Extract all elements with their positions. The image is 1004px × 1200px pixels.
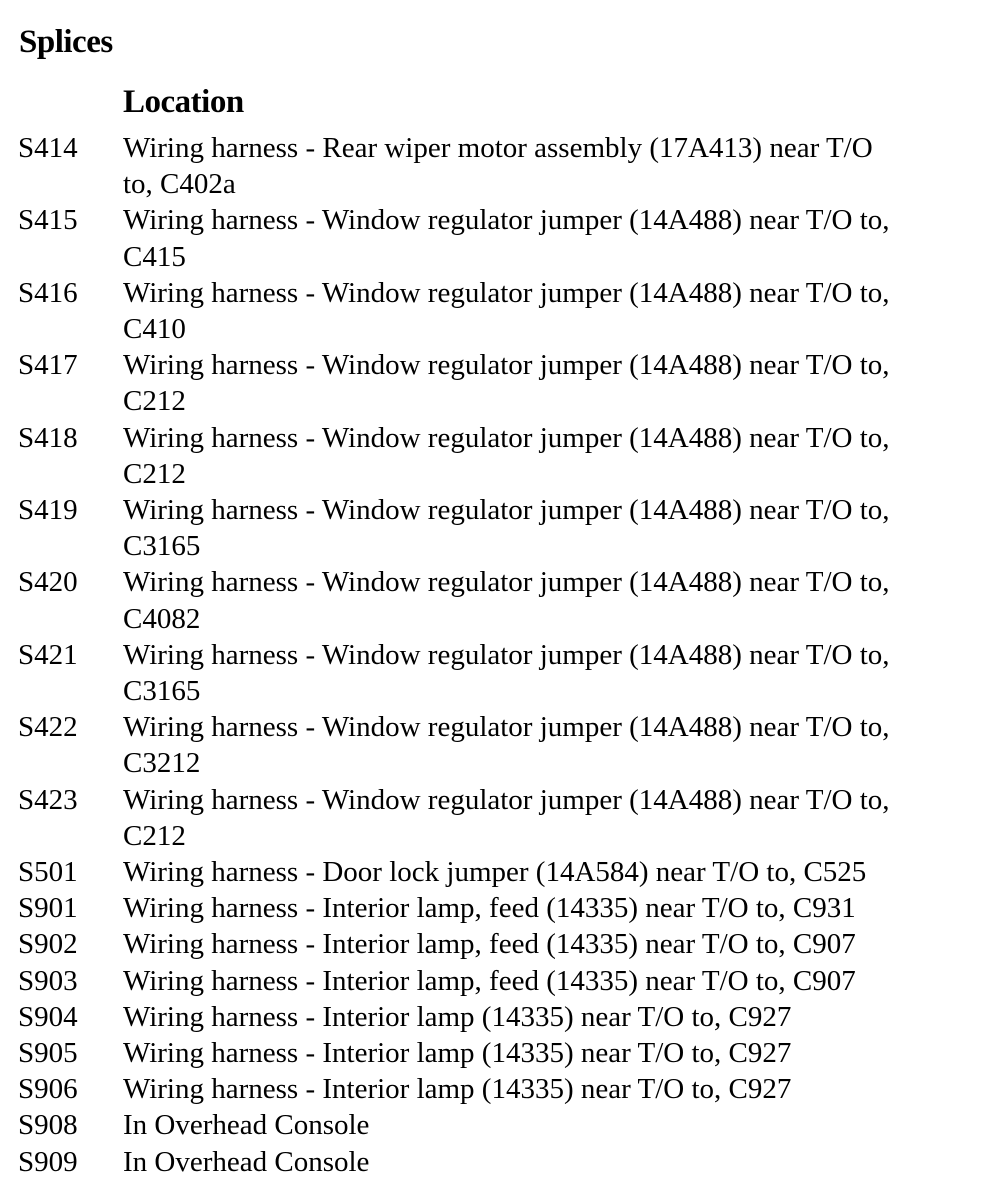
splice-list (0, 130, 1004, 1180)
splice-location-line: Wiring harness - Window regulator jumper (14A488) near T/O to, (123, 494, 890, 527)
splice-code: S501 (18, 856, 78, 889)
splice-location (123, 999, 923, 1035)
splice-row (0, 1144, 1004, 1180)
splice-row (0, 420, 1004, 492)
splice-row (0, 1035, 1004, 1071)
splice-row (0, 564, 1004, 636)
splice-row (0, 637, 1004, 709)
splice-location-line: Wiring harness - Window regulator jumper (14A488) near T/O to, (123, 638, 890, 671)
splice-code: S905 (18, 1037, 78, 1070)
splice-location-line: Wiring harness - Rear wiper motor assembly (17A413) near T/O (123, 132, 873, 164)
splice-location-line: Wiring harness - Interior lamp, feed (14335) near T/O to, C931 (123, 892, 856, 925)
splice-location-line: C415 (123, 240, 186, 273)
splice-code: S904 (18, 1000, 78, 1033)
splice-location-line: C3165 (123, 675, 201, 708)
splice-code: S423 (18, 783, 78, 816)
splice-row (0, 782, 1004, 854)
splice-location (123, 1144, 923, 1180)
splice-row (0, 130, 1004, 202)
splice-row (0, 275, 1004, 347)
splice-code: S909 (18, 1145, 78, 1178)
splice-row (0, 963, 1004, 999)
splice-code: S901 (18, 892, 78, 925)
splice-code: S908 (18, 1109, 78, 1142)
splice-location-line: to, C402a (123, 168, 236, 201)
splice-location (123, 420, 923, 492)
splice-location (123, 1035, 923, 1071)
splice-location (123, 347, 923, 419)
splice-row (0, 202, 1004, 274)
splice-location (123, 1107, 923, 1143)
splice-row (0, 492, 1004, 564)
splice-location-line: Wiring harness - Door lock jumper (14A584) near T/O to, C525 (123, 856, 867, 889)
splice-location-line: C3165 (123, 530, 201, 563)
splice-location-line: Wiring harness - Interior lamp, feed (14335) near T/O to, C907 (123, 964, 856, 997)
splice-location (123, 782, 923, 854)
splice-location (123, 963, 923, 999)
splice-row (0, 709, 1004, 781)
splice-location (123, 637, 923, 709)
splice-code: S414 (18, 132, 78, 164)
splice-location-line: Wiring harness - Window regulator jumper (14A488) near T/O to, (123, 711, 890, 744)
splice-location-line: C212 (123, 385, 186, 418)
splice-location (123, 854, 923, 890)
splice-code: S422 (18, 711, 78, 744)
splice-location-line: Wiring harness - Window regulator jumper (14A488) near T/O to, (123, 349, 890, 382)
splice-code: S903 (18, 964, 78, 997)
splice-location-line: C212 (123, 457, 186, 490)
splice-location-line: Wiring harness - Interior lamp (14335) near T/O to, C927 (123, 1037, 792, 1070)
splice-code: S420 (18, 566, 78, 599)
splice-location-line: C3212 (123, 747, 201, 780)
splice-row (0, 347, 1004, 419)
splice-location (123, 709, 923, 781)
splice-code: S419 (18, 494, 78, 527)
splice-row (0, 926, 1004, 962)
splice-row (0, 854, 1004, 890)
splice-row (0, 890, 1004, 926)
splice-location-line: Wiring harness - Window regulator jumper (14A488) near T/O to, (123, 204, 890, 237)
splice-row (0, 1071, 1004, 1107)
splice-code: S416 (18, 276, 78, 309)
splice-location-line: In Overhead Console (123, 1145, 370, 1178)
splice-code: S418 (18, 421, 78, 454)
splice-code: S415 (18, 204, 78, 237)
splice-location-line: Wiring harness - Interior lamp, feed (14335) near T/O to, C907 (123, 928, 856, 961)
splice-location (123, 130, 923, 202)
splice-code: S417 (18, 349, 78, 382)
splice-location-line: Wiring harness - Window regulator jumper (14A488) near T/O to, (123, 276, 890, 309)
page-title: Splices (19, 24, 113, 60)
splice-location-line: In Overhead Console (123, 1109, 370, 1142)
splice-location-line: Wiring harness - Interior lamp (14335) near T/O to, C927 (123, 1000, 792, 1033)
splice-location-line: C212 (123, 819, 186, 852)
splice-location-line: Wiring harness - Window regulator jumper (14A488) near T/O to, (123, 783, 890, 816)
splice-location-line: C4082 (123, 602, 201, 635)
splice-location (123, 202, 923, 274)
splice-code: S902 (18, 928, 78, 961)
splice-row (0, 999, 1004, 1035)
splice-code: S906 (18, 1073, 78, 1106)
splice-location (123, 926, 923, 962)
splice-row (0, 1107, 1004, 1143)
splice-location-line: Wiring harness - Interior lamp (14335) near T/O to, C927 (123, 1073, 792, 1106)
splice-code: S421 (18, 638, 78, 671)
splice-location (123, 564, 923, 636)
splice-location-line: Wiring harness - Window regulator jumper (14A488) near T/O to, (123, 566, 890, 599)
splice-location (123, 275, 923, 347)
location-column-header: Location (123, 84, 244, 120)
splice-location (123, 492, 923, 564)
splice-location-line: Wiring harness - Window regulator jumper (14A488) near T/O to, (123, 421, 890, 454)
splice-location (123, 1071, 923, 1107)
splice-location-line: C410 (123, 313, 186, 346)
splice-location (123, 890, 923, 926)
